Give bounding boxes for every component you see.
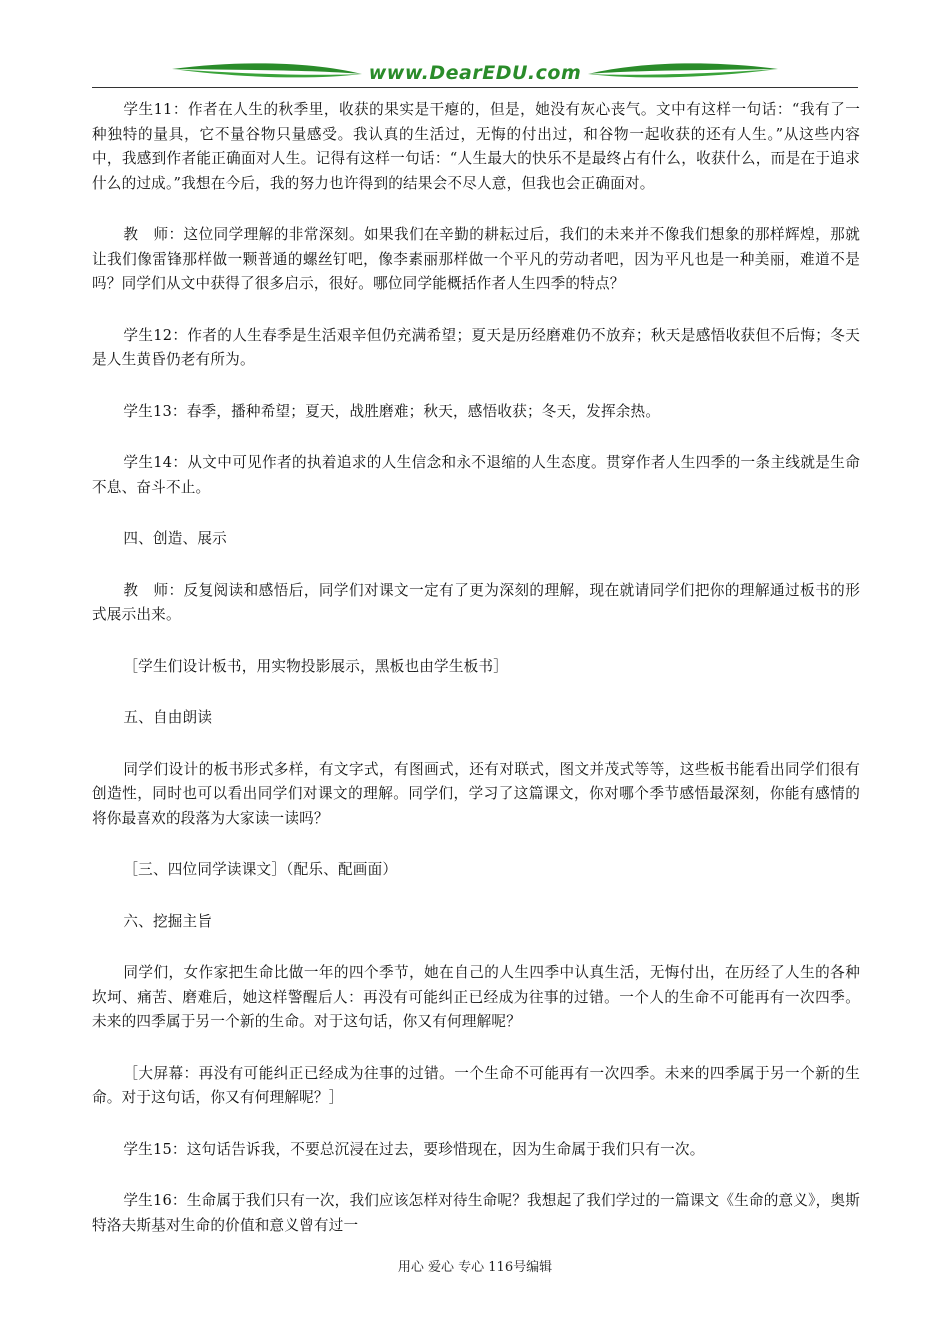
paragraph: 同学们，女作家把生命比做一年的四个季节，她在自己的人生四季中认真生活，无悔付出，在历经了人生的各种坎坷、痛苦、磨难后，她这样警醒后人：再没有可能纠正已经成为往事的过错。一个人的生命不可能再有一次四季。未来的四季属于另一个新的生命。对于这句话，你又有何理解呢？ [92, 964, 860, 1030]
paragraph: 学生13：春季，播种希望；夏天，战胜磨难；秋天，感悟收获；冬天，发挥余热。 [123, 402, 661, 420]
paragraph: 同学们设计的板书形式多样，有文字式，有图画式，还有对联式，图文并茂式等等，这些板书能看出同学们很有创造性，同时也可以看出同学们对课文的理解。同学们，学习了这篇课文，你对哪个季节感悟最深刻，你能有感情的将你最喜欢的段落为大家读一读吗？ [92, 760, 860, 827]
paragraph: 学生14：从文中可见作者的执着追求的人生信念和永不退缩的人生态度。贯穿作者人生四季的一条主线就是生命不息、奋斗不止。 [92, 454, 860, 496]
site-logo-text[interactable]: www.DearEDU.com [368, 62, 582, 84]
document-body [92, 98, 860, 1262]
paragraph: 学生12：作者的人生春季是生活艰辛但仍充满希望；夏天是历经磨难仍不放弃；秋天是感悟收获但不后悔；冬天是人生黄昏仍老有所为。 [92, 326, 860, 368]
paragraph: 学生16：生命属于我们只有一次，我们应该怎样对待生命呢？我想起了我们学过的一篇课文《生命的意义》，奥斯特洛夫斯基对生命的价值和意义曾有过一 [92, 1192, 860, 1234]
section-heading: 五、自由朗读 [123, 709, 213, 726]
section-heading: 四、创造、展示 [123, 530, 227, 547]
paragraph: 学生11：作者在人生的秋季里，收获的果实是干瘪的，但是，她没有灰心丧气。文中有这样一句话：“我有了一种独特的量具，它不量谷物只量感受。我认真的生活过，无悔的付出过，和谷物一起收获的还有人生。”从这些内容中，我感到作者能正确面对人生。记得有这样一句话：“人生最大的快乐不是最终占有什么，收获什么，而是在于追求什么的过成。”我想在今后，我的努力也许得到的结果会不尽人意，但我也会正确面对。 [92, 101, 860, 192]
stage-note: ［大屏幕：再没有可能纠正已经成为往事的过错。一个生命不可能再有一次四季。未来的四季属于另一个新的生命。对于这句话，你又有何理解呢？］ [92, 1064, 860, 1106]
stage-note: ［学生们设计板书，用实物投影展示，黑板也由学生板书］ [123, 657, 509, 675]
paragraph: 教 师：反复阅读和感悟后，同学们对课文一定有了更为深刻的理解，现在就请同学们把你的理解通过板书的形式展示出来。 [92, 581, 860, 623]
stage-note: ［三、四位同学读课文］（配乐、配画面） [123, 861, 398, 878]
header-divider [92, 87, 858, 88]
page-footer: 用心 爱心 专心 116号编辑 [397, 1260, 553, 1275]
section-heading: 六、挖掘主旨 [123, 912, 213, 930]
page-header [92, 52, 858, 92]
paragraph: 学生15：这句话告诉我，不要总沉浸在过去，要珍惜现在，因为生命属于我们只有一次。 [123, 1140, 705, 1158]
paragraph: 教 师：这位同学理解的非常深刻。如果我们在辛勤的耕耘过后，我们的未来并不像我们想象的那样辉煌，那就让我们像雷锋那样做一颗普通的螺丝钉吧，像李素丽那样做一个平凡的劳动者吧，因为平凡也是一种美丽，难道不是吗？同学们从文中获得了很多启示，很好。哪位同学能概括作者人生四季的特点？ [92, 226, 860, 292]
